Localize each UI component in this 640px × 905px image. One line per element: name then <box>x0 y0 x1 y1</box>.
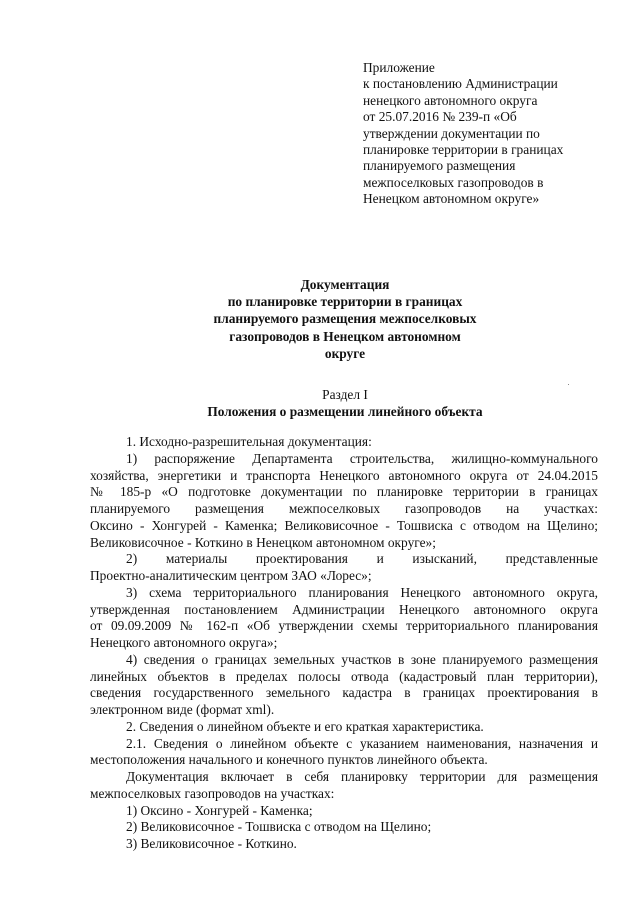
paragraph-line: утвержденная постановлением Администрации Ненецкого автономного округа <box>90 601 598 617</box>
section-title: Положения о размещении линейного объекта <box>207 404 483 419</box>
scan-speck <box>568 384 569 385</box>
paragraph-line: Документация включает в себя планировку территории для размещения <box>126 769 598 784</box>
document-title <box>120 276 570 362</box>
appendix-line: планируемого размещения <box>363 158 516 174</box>
paragraph-line: линейных объектов в пределах полосы отвода (кадастровый план территории), <box>90 668 598 684</box>
paragraph-line: сведения государственного земельного кадастра в границах проектирования в <box>90 685 598 701</box>
paragraph-line: 4) сведения о границах земельных участков в зоне планируемого размещения <box>126 651 598 667</box>
paragraph-line: от 09.09.2009 № 162-п «Об утверждении схемы территориального планирования <box>90 618 598 634</box>
paragraph-line: электронном виде (формат xml). <box>90 702 275 717</box>
title-line: газопроводов в Ненецком автономном <box>229 328 461 344</box>
list-item: 2) Великовисочное - Тошвиска с отводом на Щелино; <box>126 819 432 835</box>
title-line: планируемого размещения межпоселковых <box>213 311 477 327</box>
list-item: 1) Оксино - Хонгурей - Каменка; <box>126 802 313 818</box>
appendix-line: от 25.07.2016 № 239-п «Об <box>363 109 517 125</box>
appendix-line: ненецкого автономного округа <box>363 92 538 108</box>
section-number: Раздел I <box>322 387 368 402</box>
paragraph-line: 1. Исходно-разрешительная документация: <box>126 434 372 449</box>
paragraph-line: хозяйства, энергетики и транспорта Ненецкого автономного округа от 24.04.2015 <box>90 467 598 483</box>
paragraph-line: Ненецкого автономного округа»; <box>90 635 278 650</box>
appendix-line: Ненецком автономном округе» <box>363 191 540 207</box>
paragraph-line: № 185-р «О подготовке документации по планировке территории в границах <box>90 484 598 500</box>
appendix-block <box>363 60 613 208</box>
paragraph-line: планируемого размещения межпоселковых газопроводов на участках: <box>90 501 598 516</box>
title-line: округе <box>324 345 366 361</box>
appendix-line: утверждении документации по <box>363 125 540 141</box>
paragraph-line: 2.1. Сведения о линейном объекте с указанием наименования, назначения и <box>126 735 598 751</box>
paragraph-line: 2) материалы проектирования и изысканий, представленные <box>126 551 598 567</box>
appendix-line: Приложение <box>363 60 435 75</box>
paragraph-line: местоположения начального и конечного пунктов линейного объекта. <box>90 752 488 768</box>
appendix-line: к постановлению Администрации <box>363 76 558 92</box>
list-item: 3) Великовисочное - Коткино. <box>126 836 297 851</box>
title-line: по планировке территории в границах <box>227 294 463 310</box>
appendix-line: межпоселковых газопроводов в <box>363 174 544 190</box>
paragraph-line: 1) распоряжение Департамента строительства, жилищно-коммунального <box>126 450 598 466</box>
paragraph-line: 2. Сведения о линейном объекте и его краткая характеристика. <box>126 718 484 734</box>
paragraph-line: межпоселковых газопроводов на участках: <box>90 785 335 801</box>
body-text <box>90 434 598 853</box>
paragraph-line: 3) схема территориального планирования Ненецкого автономного округа, <box>126 584 598 600</box>
title-line: Документация <box>300 277 390 292</box>
paragraph-line: Великовисочное - Коткино в Ненецком автономном округе»; <box>90 534 436 550</box>
paragraph-line: Оксино - Хонгурей - Каменка; Великовисочное - Тошвиска с отводом на Щелино; <box>90 517 598 533</box>
paragraph-line: Проектно-аналитическим центром ЗАО «Лорес»; <box>90 568 372 583</box>
appendix-line: планировке территории в границах <box>363 142 564 158</box>
